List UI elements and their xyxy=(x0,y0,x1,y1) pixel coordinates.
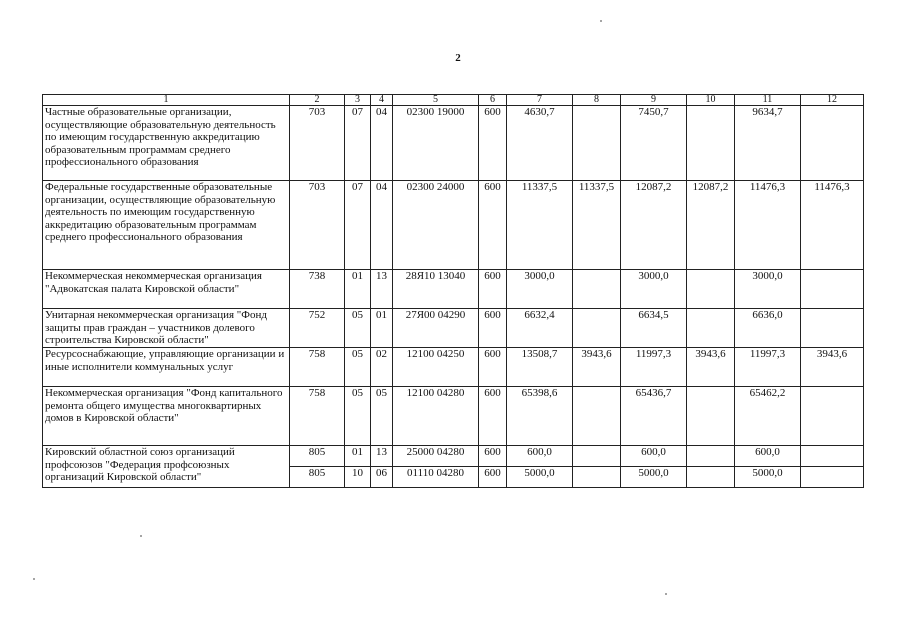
amount-cell xyxy=(573,309,621,348)
expense-type-code: 600 xyxy=(479,467,507,488)
subsection-code: 04 xyxy=(371,106,393,181)
amount-cell: 3943,6 xyxy=(801,348,864,387)
subsection-code: 05 xyxy=(371,387,393,446)
target-article-code: 25000 04280 xyxy=(393,446,479,467)
column-header: 10 xyxy=(687,95,735,106)
amount-cell xyxy=(801,270,864,309)
column-header: 11 xyxy=(735,95,801,106)
amount-cell xyxy=(801,309,864,348)
amount-cell: 3000,0 xyxy=(621,270,687,309)
amount-cell: 5000,0 xyxy=(735,467,801,488)
amount-cell xyxy=(687,270,735,309)
organization-name: Федеральные государственные образовательные организации, осуществляющие образовательную деятельность по имеющим государственную аккредитацию образовательным программам среднего профессионального образования xyxy=(43,181,290,270)
amount-cell: 4630,7 xyxy=(507,106,573,181)
target-article-code: 28Я10 13040 xyxy=(393,270,479,309)
amount-cell xyxy=(687,106,735,181)
amount-cell xyxy=(573,446,621,467)
column-header: 4 xyxy=(371,95,393,106)
organization-name: Ресурсоснабжающие, управляющие организации и иные исполнители коммунальных услуг xyxy=(43,348,290,387)
amount-cell xyxy=(687,467,735,488)
amount-cell xyxy=(687,309,735,348)
scan-speck xyxy=(665,593,667,595)
subsection-code: 04 xyxy=(371,181,393,270)
table-row xyxy=(43,270,864,309)
amount-cell: 3000,0 xyxy=(507,270,573,309)
amount-cell: 7450,7 xyxy=(621,106,687,181)
section-code: 05 xyxy=(345,309,371,348)
amount-cell xyxy=(801,446,864,467)
amount-cell xyxy=(687,446,735,467)
column-header: 2 xyxy=(290,95,345,106)
section-code: 07 xyxy=(345,106,371,181)
organization-name: Некоммерческая некоммерческая организация "Адвокатская палата Кировской области" xyxy=(43,270,290,309)
expense-type-code: 600 xyxy=(479,106,507,181)
expense-type-code: 600 xyxy=(479,270,507,309)
amount-cell: 3943,6 xyxy=(687,348,735,387)
amount-cell: 11337,5 xyxy=(573,181,621,270)
section-code: 05 xyxy=(345,348,371,387)
amount-cell: 5000,0 xyxy=(621,467,687,488)
amount-cell xyxy=(801,467,864,488)
column-number-row xyxy=(43,95,864,106)
expense-type-code: 600 xyxy=(479,446,507,467)
amount-cell: 600,0 xyxy=(735,446,801,467)
amount-cell: 11997,3 xyxy=(735,348,801,387)
section-code: 05 xyxy=(345,387,371,446)
target-article-code: 27Я00 04290 xyxy=(393,309,479,348)
amount-cell: 3943,6 xyxy=(573,348,621,387)
amount-cell: 9634,7 xyxy=(735,106,801,181)
target-article-code: 12100 04250 xyxy=(393,348,479,387)
amount-cell: 13508,7 xyxy=(507,348,573,387)
amount-cell: 65398,6 xyxy=(507,387,573,446)
organization-name: Частные образовательные организации, осуществляющие образовательную деятельность по имеющим государственную аккредитацию образовательным программам среднего профессионального образования xyxy=(43,106,290,181)
amount-cell xyxy=(801,106,864,181)
amount-cell xyxy=(573,270,621,309)
amount-cell: 6632,4 xyxy=(507,309,573,348)
amount-cell xyxy=(801,387,864,446)
amount-cell: 65436,7 xyxy=(621,387,687,446)
target-article-code: 02300 24000 xyxy=(393,181,479,270)
amount-cell xyxy=(573,387,621,446)
section-code: 01 xyxy=(345,270,371,309)
scan-speck xyxy=(140,535,142,537)
target-article-code: 12100 04280 xyxy=(393,387,479,446)
ministry-code: 758 xyxy=(290,387,345,446)
amount-cell: 11476,3 xyxy=(735,181,801,270)
organization-name: Некоммерческая организация "Фонд капитального ремонта общего имущества многоквартирных домов в Кировской области" xyxy=(43,387,290,446)
ministry-code: 758 xyxy=(290,348,345,387)
scan-speck xyxy=(33,578,35,580)
column-header: 12 xyxy=(801,95,864,106)
amount-cell: 5000,0 xyxy=(507,467,573,488)
expense-type-code: 600 xyxy=(479,387,507,446)
amount-cell: 11337,5 xyxy=(507,181,573,270)
subsection-code: 02 xyxy=(371,348,393,387)
section-code: 10 xyxy=(345,467,371,488)
budget-table xyxy=(42,94,864,488)
table-row xyxy=(43,348,864,387)
column-header: 8 xyxy=(573,95,621,106)
column-header: 1 xyxy=(43,95,290,106)
amount-cell: 3000,0 xyxy=(735,270,801,309)
column-header: 9 xyxy=(621,95,687,106)
expense-type-code: 600 xyxy=(479,309,507,348)
column-header: 5 xyxy=(393,95,479,106)
table-row xyxy=(43,446,864,467)
ministry-code: 805 xyxy=(290,446,345,467)
table-row xyxy=(43,106,864,181)
table-row xyxy=(43,181,864,270)
amount-cell: 600,0 xyxy=(507,446,573,467)
amount-cell: 6634,5 xyxy=(621,309,687,348)
section-code: 01 xyxy=(345,446,371,467)
subsection-code: 06 xyxy=(371,467,393,488)
ministry-code: 805 xyxy=(290,467,345,488)
subsection-code: 01 xyxy=(371,309,393,348)
section-code: 07 xyxy=(345,181,371,270)
subsection-code: 13 xyxy=(371,270,393,309)
ministry-code: 703 xyxy=(290,106,345,181)
column-header: 3 xyxy=(345,95,371,106)
amount-cell: 12087,2 xyxy=(687,181,735,270)
amount-cell: 11476,3 xyxy=(801,181,864,270)
column-header: 6 xyxy=(479,95,507,106)
target-article-code: 02300 19000 xyxy=(393,106,479,181)
amount-cell xyxy=(573,467,621,488)
column-header: 7 xyxy=(507,95,573,106)
page-number: 2 xyxy=(455,52,461,64)
amount-cell: 6636,0 xyxy=(735,309,801,348)
table-row xyxy=(43,387,864,446)
expense-type-code: 600 xyxy=(479,348,507,387)
amount-cell: 600,0 xyxy=(621,446,687,467)
table-row xyxy=(43,309,864,348)
ministry-code: 752 xyxy=(290,309,345,348)
organization-name: Унитарная некоммерческая организация "Фонд защиты прав граждан – участников долевого строительства Кировской области" xyxy=(43,309,290,348)
amount-cell: 11997,3 xyxy=(621,348,687,387)
amount-cell xyxy=(687,387,735,446)
subsection-code: 13 xyxy=(371,446,393,467)
target-article-code: 01110 04280 xyxy=(393,467,479,488)
ministry-code: 738 xyxy=(290,270,345,309)
scan-speck xyxy=(600,20,602,22)
amount-cell xyxy=(573,106,621,181)
organization-name: Кировский областной союз организаций профсоюзов "Федерация профсоюзных организаций Кировской области" xyxy=(43,446,290,488)
amount-cell: 65462,2 xyxy=(735,387,801,446)
amount-cell: 12087,2 xyxy=(621,181,687,270)
ministry-code: 703 xyxy=(290,181,345,270)
expense-type-code: 600 xyxy=(479,181,507,270)
